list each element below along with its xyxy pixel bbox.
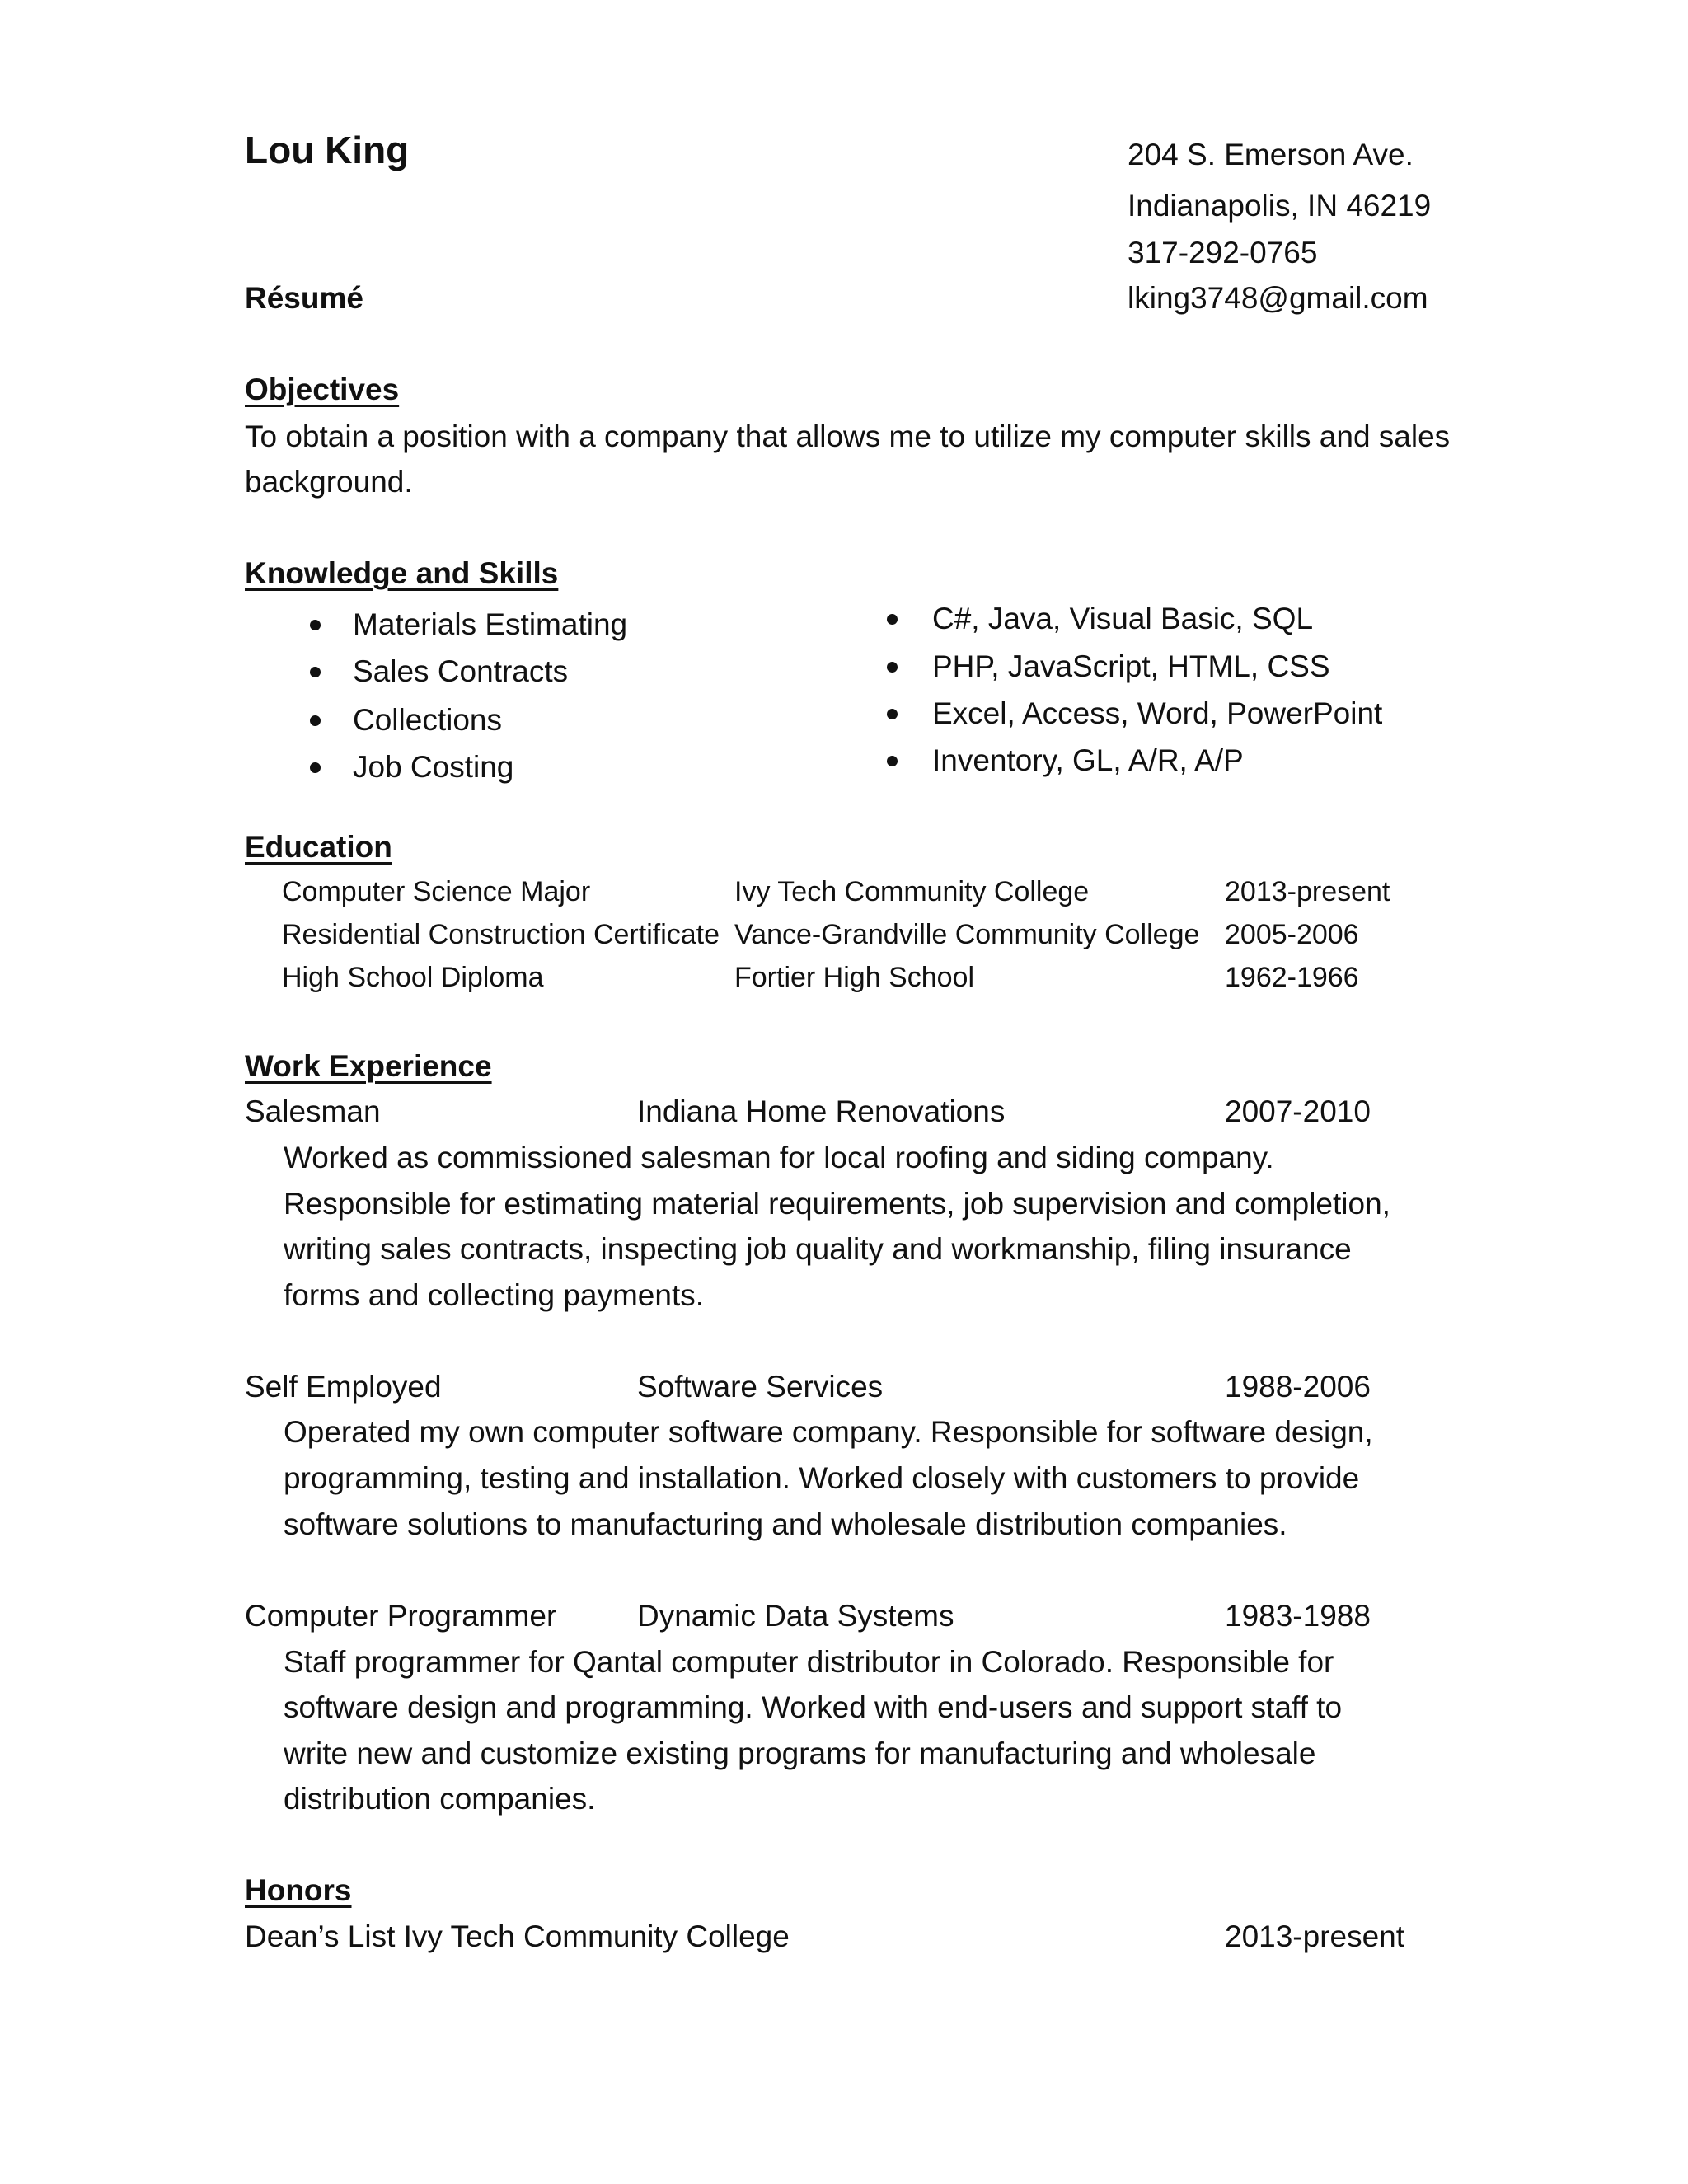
resume-label: Résumé bbox=[245, 281, 363, 315]
job-years: 1983-1988 bbox=[1225, 1599, 1371, 1633]
applicant-name: Lou King bbox=[245, 129, 410, 171]
address-line-1: 204 S. Emerson Ave. bbox=[1128, 138, 1414, 171]
job-description-line: writing sales contracts, inspecting job quality and workmanship, filing insurance bbox=[284, 1232, 1352, 1266]
bullet-icon bbox=[310, 667, 321, 677]
job-title: Computer Programmer bbox=[245, 1599, 557, 1633]
bullet-icon bbox=[310, 762, 321, 773]
bullet-icon bbox=[887, 756, 898, 766]
education-school: Fortier High School bbox=[734, 962, 975, 993]
job-description-line: Operated my own computer software company. Responsible for software design, bbox=[284, 1415, 1373, 1449]
bullet-icon bbox=[310, 620, 321, 630]
job-years: 1988-2006 bbox=[1225, 1370, 1371, 1404]
education-degree: High School Diploma bbox=[282, 962, 544, 993]
job-description-line: Responsible for estimating material requirements, job supervision and completion, bbox=[284, 1187, 1390, 1221]
honor-text: Dean’s List Ivy Tech Community College bbox=[245, 1919, 790, 1953]
address-line-2: Indianapolis, IN 46219 bbox=[1128, 189, 1432, 223]
education-school: Ivy Tech Community College bbox=[734, 876, 1090, 907]
job-description-line: software solutions to manufacturing and wholesale distribution companies. bbox=[284, 1507, 1287, 1541]
skill-item: Inventory, GL, A/R, A/P bbox=[932, 743, 1244, 777]
job-description-line: Worked as commissioned salesman for local roofing and siding company. bbox=[284, 1141, 1274, 1174]
skill-item: Job Costing bbox=[353, 750, 514, 784]
skill-item: Sales Contracts bbox=[353, 654, 569, 688]
objectives-line-1: To obtain a position with a company that allows me to utilize my computer skills and sales bbox=[245, 419, 1451, 453]
email-address: lking3748@gmail.com bbox=[1128, 281, 1428, 315]
job-description-line: forms and collecting payments. bbox=[284, 1278, 705, 1312]
education-years: 2013-present bbox=[1225, 876, 1390, 907]
honor-years: 2013-present bbox=[1225, 1919, 1405, 1953]
bullet-icon bbox=[310, 715, 321, 726]
education-degree: Computer Science Major bbox=[282, 876, 591, 907]
work-experience-heading: Work Experience bbox=[245, 1049, 492, 1083]
job-description-line: write new and customize existing programs for manufacturing and wholesale bbox=[284, 1736, 1316, 1770]
job-description-line: distribution companies. bbox=[284, 1782, 596, 1816]
bullet-icon bbox=[887, 709, 898, 719]
job-title: Self Employed bbox=[245, 1370, 442, 1404]
bullet-icon bbox=[887, 614, 898, 625]
education-school: Vance-Grandville Community College bbox=[734, 919, 1200, 950]
job-description-line: software design and programming. Worked with end-users and support staff to bbox=[284, 1690, 1343, 1724]
skill-item: Excel, Access, Word, PowerPoint bbox=[932, 696, 1383, 730]
job-company: Software Services bbox=[637, 1370, 884, 1404]
job-company: Indiana Home Renovations bbox=[637, 1094, 1006, 1128]
education-heading: Education bbox=[245, 830, 392, 864]
job-description-line: Staff programmer for Qantal computer distributor in Colorado. Responsible for bbox=[284, 1645, 1334, 1679]
honors-heading: Honors bbox=[245, 1873, 352, 1907]
objectives-heading: Objectives bbox=[245, 373, 400, 406]
skill-item: PHP, JavaScript, HTML, CSS bbox=[932, 649, 1330, 683]
job-description-line: programming, testing and installation. Worked closely with customers to provide bbox=[284, 1461, 1360, 1495]
phone-number: 317-292-0765 bbox=[1128, 236, 1318, 269]
education-years: 2005-2006 bbox=[1225, 919, 1359, 950]
skill-item: Collections bbox=[353, 703, 502, 737]
bullet-icon bbox=[887, 662, 898, 673]
job-title: Salesman bbox=[245, 1094, 381, 1128]
skills-heading: Knowledge and Skills bbox=[245, 556, 559, 590]
objectives-line-2: background. bbox=[245, 465, 413, 499]
job-company: Dynamic Data Systems bbox=[637, 1599, 954, 1633]
skill-item: Materials Estimating bbox=[353, 607, 628, 641]
skill-item: C#, Java, Visual Basic, SQL bbox=[932, 602, 1314, 635]
job-years: 2007-2010 bbox=[1225, 1094, 1371, 1128]
education-years: 1962-1966 bbox=[1225, 962, 1359, 993]
education-degree: Residential Construction Certificate bbox=[282, 919, 720, 950]
